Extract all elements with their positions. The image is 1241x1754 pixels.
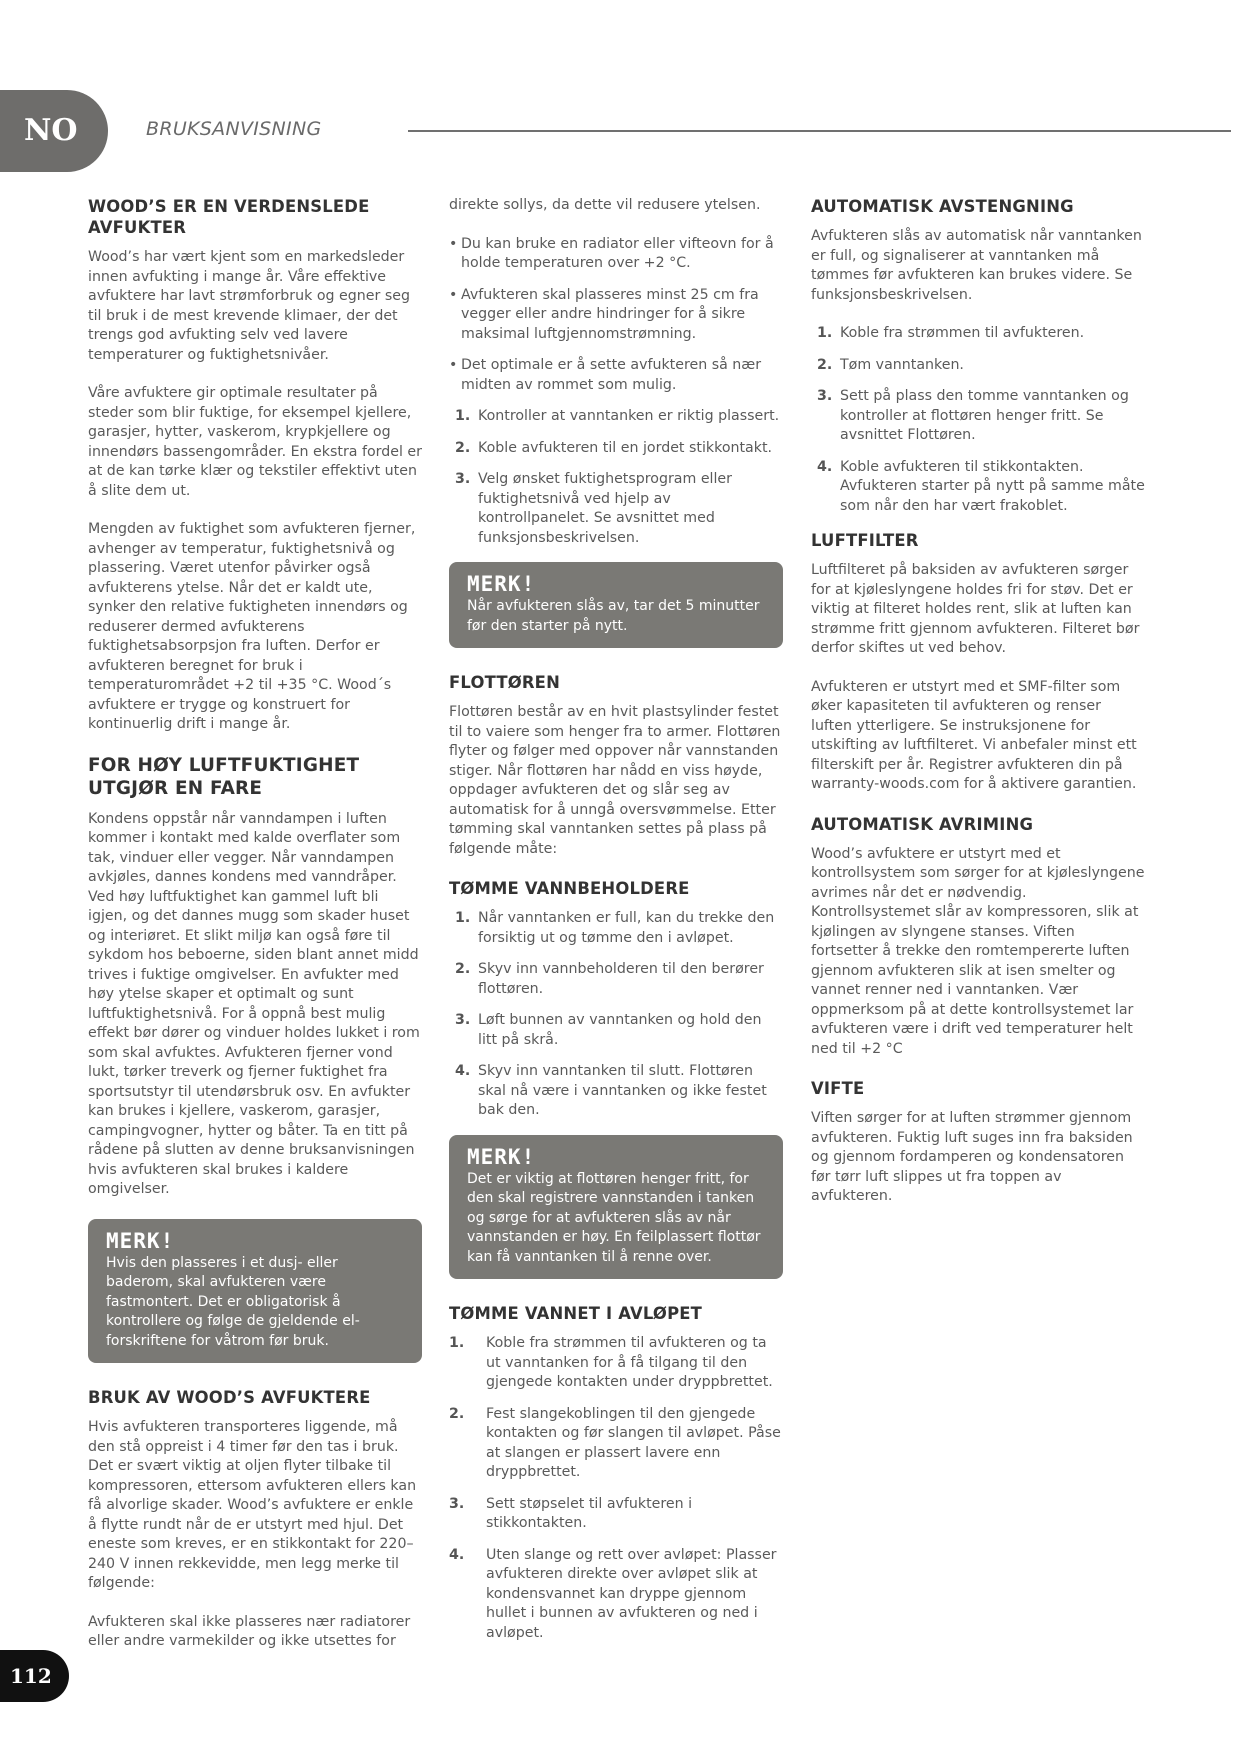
paragraph: Våre avfuktere gir optimale resultater på steder som blir fuktige, for eksempel kjellere, garasjer, hytter, vaskerom, krypkjellere og innendørs bassengområder. En ekstra fordel er at de kan tørke klær og tekstiler effektivt uten å slite dem ut.	[88, 385, 422, 499]
step-text: Fest slangekoblingen til den gjengede kontakten og før slangen til avløpet. Påse at slangen er plassert lavere enn dryppbrettet.	[486, 1405, 781, 1480]
page-number	[0, 1650, 69, 1702]
setup-steps	[449, 407, 783, 548]
step-number: 4.	[817, 458, 833, 475]
note-title: MERK!	[467, 1144, 536, 1169]
list-item: • Du kan bruke en radiator eller vifteovn for å holde temperaturen over +2 °C.	[449, 235, 783, 274]
step-text: Løft bunnen av vanntanken og hold den litt på skrå.	[478, 1012, 762, 1048]
step-text: Koble fra strømmen til avfukteren og ta ut vanntanken for å få tilgang til den gjengede kontakten under dryppbrettet.	[486, 1335, 773, 1390]
paragraph: Flottøren består av en hvit plastsylinder festet til to vaiere som henger fra to armer. Flottøren flyter og følger med oppover når vannstanden stiger. Når flottøren har nådd en viss høyde, oppdager avfukteren det og slår seg av automatisk for å unngå oversvømmelse. Etter tømming skal vanntanken settes på plass på følgende måte:	[449, 704, 781, 857]
step-number: 1.	[455, 910, 471, 926]
page-number-text: 112	[10, 1664, 52, 1688]
step-number: 2.	[817, 356, 833, 373]
column-left	[88, 196, 422, 1671]
list-item	[811, 324, 1145, 344]
step-number: 3.	[449, 1495, 465, 1512]
note-text: Det er viktig at flottøren henger fritt, for den skal registrere vannstanden i tanken og sørge for at avfukteren slås av når vannstanden er høy. En feilplassert flottør kan få vanntanken til å renne over.	[467, 1170, 761, 1265]
step-number: 3.	[455, 1012, 471, 1028]
note-title: MERK!	[106, 1228, 175, 1253]
step-number: 2.	[455, 439, 471, 456]
step-text: Når vanntanken er full, kan du trekke den forsiktig ut og tømme den i avløpet.	[478, 910, 775, 946]
step-text: Koble fra strømmen til avfukteren.	[840, 325, 1085, 341]
step-number: 3.	[455, 471, 471, 487]
step-number: 4.	[449, 1546, 465, 1563]
heading-fan: VIFTE	[811, 1079, 865, 1098]
list-item	[811, 387, 1145, 446]
list-item	[449, 1495, 783, 1534]
paragraph: Avfukteren skal ikke plasseres nær radiatorer eller andre varmekilder og ikke utsettes for	[88, 1613, 411, 1649]
paragraph: Avfukteren slås av automatisk når vanntanken er full, og signaliserer at vanntanken må tømmes før avfukteren kan brukes videre. Se funksjonsbeskrivelsen.	[811, 228, 1142, 303]
step-text: Skyv inn vanntanken til slutt. Flottøren skal nå være i vanntanken og ikke festet bak den.	[478, 1063, 767, 1118]
column-middle	[449, 196, 783, 1657]
step-number: 1.	[817, 325, 833, 341]
note-text: Når avfukteren slås av, tar det 5 minutter før den starter på nytt.	[467, 598, 760, 634]
list-item	[449, 1062, 783, 1121]
step-text: Kontroller at vanntanken er riktig plassert.	[478, 408, 780, 424]
paragraph: Mengden av fuktighet som avfukteren fjerner, avhenger av temperatur, fuktighetsnivå og plassering. Været utenfor påvirker også avfukterens ytelse. Når det er kaldt ute, synker den relative fuktigheten innendørs og reduserer dermed avfukterens fuktighetsabsorpsjon fra luften. Derfor er avfukteren beregnet for bruk i temperaturområdet +2 til +35 °C. Wood´s avfuktere er trygge og konstruert for kontinuerlig drift i mange år.	[88, 521, 416, 732]
list-item	[449, 909, 783, 948]
step-text: Koble avfukteren til stikkontakten. Avfukteren starter på nytt på samme måte som når den har vært frakoblet.	[840, 458, 1145, 514]
paragraph: Avfukteren er utstyrt med et SMF-filter som øker kapasiteten til avfukteren og renser luften ytterligere. Se instruksjonene for utskifting av luftfilteret. Vi anbefaler minst ett filterskift per år. Registrer avfukteren din på warranty-woods.com for å aktivere garantien.	[811, 678, 1137, 792]
bullet-list	[449, 235, 783, 396]
list-item	[449, 1405, 783, 1483]
note-box	[449, 1135, 783, 1280]
list-item	[449, 407, 783, 427]
step-number: 1.	[449, 1335, 465, 1351]
step-number: 1.	[455, 408, 471, 424]
list-item	[811, 458, 1145, 517]
heading-air-filter: LUFTFILTER	[811, 531, 919, 550]
note-box	[449, 562, 783, 648]
list-item	[449, 960, 783, 999]
paragraph: Hvis avfukteren transporteres liggende, må den stå oppreist i 4 timer før den tas i bruk. Det er svært viktig at oljen flyter tilbake til kompressoren, ettersom avfukteren ellers kan få alvorlige skader. Wood’s avfuktere er enkle å flytte rundt når de er utstyrt med hjul. Det eneste som kreves, er en stikkontakt for 220–240 V innen rekkevidde, men legg merke til følgende:	[88, 1419, 417, 1591]
drain-steps	[449, 1334, 783, 1643]
header-divider	[408, 130, 1231, 132]
paragraph: Kondens oppstår når vanndampen i luften kommer i kontakt med kalde overflater som tak, vinduer eller vegger. Når vanndampen avkjøles, dannes kondens med vanndråper. Ved høy luftfuktighet kan gammel luft bli igjen, og det dannes mugg som skader huset og interiøret. Et slikt miljø kan også føre til sykdom hos beboerne, siden blant annet midd trives i fuktige omgivelser. En avfukter med høy ytelse skaper et optimalt og sunt luftfuktighetsnivå. For å oppnå best mulig effekt bør dører og vinduer holdes lukket i rom som skal avfuktes. Avfukteren fjerner vond lukt, tørker treverk og fjerner fuktighet fra sportsutstyr til utendørsbruk osv. En avfukter kan brukes i kjellere, vaskerom, garasjer, campingvogner, hytter og båter. Ta en titt på rådene på slutten av denne bruksanvisningen hvis avfukteren skal brukes i kaldere omgivelser.	[88, 810, 420, 1197]
paragraph: Wood’s har vært kjent som en markedsleder innen avfukting i mange år. Våre effektive avfuktere har lavt strømforbruk og egner seg til bruk i de mest krevende klimaer, der det trengs god avfukting selv ved lavere temperaturer og fuktighetsnivåer.	[88, 249, 410, 363]
step-text: Skyv inn vannbeholderen til den berører flottøren.	[478, 961, 764, 997]
language-code: NO	[24, 113, 78, 148]
step-number: 2.	[449, 1405, 465, 1422]
note-box	[88, 1219, 422, 1364]
column-right	[811, 196, 1145, 1226]
step-text: Tøm vanntanken.	[840, 356, 964, 373]
paragraph: direkte sollys, da dette vil redusere ytelsen.	[449, 197, 761, 213]
step-number: 3.	[817, 388, 833, 404]
heading-auto-shutoff: AUTOMATISK AVSTENGNING	[811, 197, 1074, 216]
list-item: • Det optimale er å sette avfukteren så nær midten av rommet som mulig.	[449, 356, 783, 395]
list-item	[449, 1334, 783, 1393]
step-text: Velg ønsket fuktighetsprogram eller fuktighetsnivå ved hjelp av kontrollpanelet. Se avsnittet med funksjonsbeskrivelsen.	[478, 471, 732, 546]
step-text: Koble avfukteren til en jordet stikkontakt.	[478, 439, 773, 456]
note-text: Hvis den plasseres i et dusj- eller baderom, skal avfukteren være fastmontert. Det er obligatorisk å kontrollere og følge de gjeldende el-forskriftene for våtrom før bruk.	[106, 1254, 360, 1349]
list-item	[811, 356, 1145, 376]
paragraph: Luftfilteret på baksiden av avfukteren sørger for at kjøleslyngene holdes fri for støv. Det er viktig at filteret holdes rent, slik at luften kan strømme fritt gjennom avfukteren. Filteret bør derfor skiftes ut ved behov.	[811, 562, 1140, 656]
language-tab	[0, 90, 108, 172]
step-text: Sett på plass den tomme vanntanken og kontroller at flottøren henger fritt. Se avsnittet Flottøren.	[840, 388, 1129, 443]
list-item	[449, 470, 783, 548]
step-text: Uten slange og rett over avløpet: Plasser avfukteren direkte over avløpet slik at kondensvannet kan dryppe gjennom hullet i bunnen av avfukteren og ned i avløpet.	[486, 1546, 777, 1641]
list-item	[449, 1546, 783, 1644]
list-item	[449, 1011, 783, 1050]
note-title: MERK!	[467, 572, 536, 596]
list-item	[449, 439, 783, 459]
heading-float: FLOTTØREN	[449, 673, 560, 692]
step-number: 2.	[455, 961, 471, 977]
step-number: 4.	[455, 1063, 471, 1079]
heading-auto-defrost: AUTOMATISK AVRIMING	[811, 814, 1034, 834]
heading-drain: TØMME VANNET I AVLØPET	[449, 1304, 703, 1323]
paragraph: Wood’s avfuktere er utstyrt med et kontrollsystem som sørger for at kjøleslyngene avrimes når det er nødvendig. Kontrollsystemet slår av kompressoren, slik at kjølingen av slyngene stanses. Viften fortsetter å trekke den romtempererte luften gjennom avfukteren slik at isen smelter og vannet renner ned i vanntanken. Vær oppmerksom på at dette kontrollsystemet lar avfukteren være i drift ved temperaturer helt ned til +2 °C	[811, 845, 1145, 1057]
heading-empty-container: TØMME VANNBEHOLDERE	[449, 879, 690, 898]
paragraph: Viften sørger for at luften strømmer gjennom avfukteren. Fuktig luft suges inn fra baksiden og gjennom fordamperen og kondensatoren før tørr luft slippes ut fra toppen av avfukteren.	[811, 1110, 1133, 1204]
heading-humidity-danger: FOR HØY LUFTFUKTIGHET UTGJØR EN FARE	[88, 754, 360, 799]
step-text: Sett støpselet til avfukteren i stikkontakten.	[486, 1495, 693, 1531]
list-item: • Avfukteren skal plasseres minst 25 cm fra vegger eller andre hindringer for å sikre maksimal luftgjennomstrømning.	[449, 286, 783, 345]
document-title: BRUKSANVISNING	[146, 118, 322, 140]
heading-worldleading: WOOD’S ER EN VERDENSLEDE AVFUKTER	[88, 197, 370, 237]
auto-steps	[811, 324, 1145, 516]
empty-steps	[449, 909, 783, 1121]
heading-usage: BRUK AV WOOD’S AVFUKTERE	[88, 1388, 371, 1407]
